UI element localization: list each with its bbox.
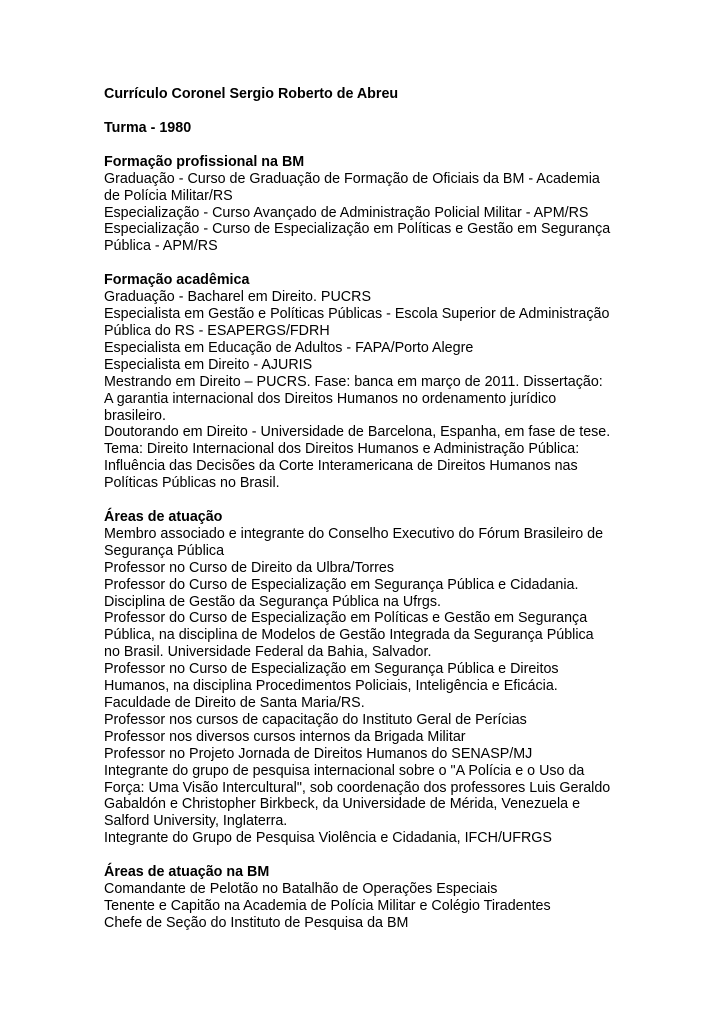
text-line: Graduação - Bacharel em Direito. PUCRS bbox=[104, 289, 371, 306]
text-line: Integrante do Grupo de Pesquisa Violência e Cidadania, IFCH/UFRGS bbox=[104, 830, 552, 847]
text-line: Mestrando em Direito – PUCRS. Fase: banca em março de 2011. Dissertação: bbox=[104, 373, 603, 390]
text-line: Doutorando em Direito - Universidade de Barcelona, Espanha, em fase de tese. bbox=[104, 424, 611, 441]
text-line: Professor no Curso de Direito da Ulbra/Torres bbox=[104, 559, 395, 576]
text-line: Segurança Pública bbox=[104, 542, 225, 559]
text-line: Gabaldón e Christopher Birkbeck, da Universidade de Mérida, Venezuela e bbox=[104, 796, 581, 813]
section-heading: Áreas de atuação na BM bbox=[104, 864, 270, 881]
section bbox=[104, 154, 644, 255]
text-line: Professor nos cursos de capacitação do Instituto Geral de Perícias bbox=[104, 711, 527, 728]
text-line: Professor no Curso de Especialização em Segurança Pública e Direitos bbox=[104, 661, 559, 678]
text-line: Comandante de Pelotão no Batalhão de Operações Especiais bbox=[104, 881, 498, 898]
text-line: Influência das Decisões da Corte Interamericana de Direitos Humanos nas bbox=[104, 458, 578, 475]
text-line: Especialização - Curso de Especialização em Políticas e Gestão em Segurança bbox=[104, 221, 611, 238]
text-line: A garantia internacional dos Direitos Humanos no ordenamento jurídico bbox=[104, 390, 557, 407]
text-line: Pública - APM/RS bbox=[104, 238, 218, 255]
text-line: Professor no Projeto Jornada de Direitos Humanos do SENASP/MJ bbox=[104, 745, 533, 762]
text-line: Especialista em Direito - AJURIS bbox=[104, 356, 313, 373]
text-line: Professor do Curso de Especialização em Segurança Pública e Cidadania. bbox=[104, 576, 579, 593]
text-line: Pública do RS - ESAPERGS/FDRH bbox=[104, 322, 330, 339]
text-line: Integrante do grupo de pesquisa internacional sobre o "A Polícia e o Uso da bbox=[104, 762, 585, 779]
text-line: Força: Uma Visão Intercultural", sob coordenação dos professores Luis Geraldo bbox=[104, 779, 611, 796]
document-page bbox=[104, 86, 644, 932]
text-line: Disciplina de Gestão da Segurança Pública na Ufrgs. bbox=[104, 593, 441, 610]
text-line: Faculdade de Direito de Santa Maria/RS. bbox=[104, 695, 365, 711]
text-line: Especialista em Gestão e Políticas Públicas - Escola Superior de Administração bbox=[104, 306, 610, 323]
text-line: brasileiro. bbox=[104, 407, 166, 424]
text-line: Graduação - Curso de Graduação de Formação de Oficiais da BM - Academia bbox=[104, 170, 600, 187]
section-heading: Formação profissional na BM bbox=[104, 153, 305, 170]
document-title: Currículo Coronel Sergio Roberto de Abreu bbox=[104, 86, 399, 102]
text-line: Tema: Direito Internacional dos Direitos Humanos e Administração Pública: bbox=[104, 441, 580, 458]
text-line: de Polícia Militar/RS bbox=[104, 187, 233, 204]
section-heading: Formação acadêmica bbox=[104, 272, 250, 289]
text-line: Professor do Curso de Especialização em Políticas e Gestão em Segurança bbox=[104, 610, 588, 627]
text-line: Tenente e Capitão na Academia de Polícia Militar e Colégio Tiradentes bbox=[104, 897, 551, 914]
text-line: Especialista em Educação de Adultos - FAPA/Porto Alegre bbox=[104, 339, 474, 356]
text-line: Políticas Públicas no Brasil. bbox=[104, 475, 280, 492]
text-line: Professor nos diversos cursos internos da Brigada Militar bbox=[104, 728, 466, 745]
section-heading: Áreas de atuação bbox=[104, 509, 223, 526]
sections-container bbox=[104, 154, 644, 932]
text-line: no Brasil. Universidade Federal da Bahia, Salvador. bbox=[104, 644, 432, 661]
section bbox=[104, 864, 644, 932]
text-line: Pública, na disciplina de Modelos de Gestão Integrada da Segurança Pública bbox=[104, 627, 594, 644]
text-line: Membro associado e integrante do Conselho Executivo do Fórum Brasileiro de bbox=[104, 525, 604, 542]
text-line: Humanos, na disciplina Procedimentos Policiais, Inteligência e Eficácia. bbox=[104, 678, 558, 695]
text-line: Salford University, Inglaterra. bbox=[104, 813, 288, 830]
section bbox=[104, 509, 644, 847]
section bbox=[104, 272, 644, 492]
text-line: Especialização - Curso Avançado de Administração Policial Militar - APM/RS bbox=[104, 204, 589, 221]
text-line: Chefe de Seção do Instituto de Pesquisa da BM bbox=[104, 914, 409, 931]
class-year: Turma - 1980 bbox=[104, 119, 192, 136]
